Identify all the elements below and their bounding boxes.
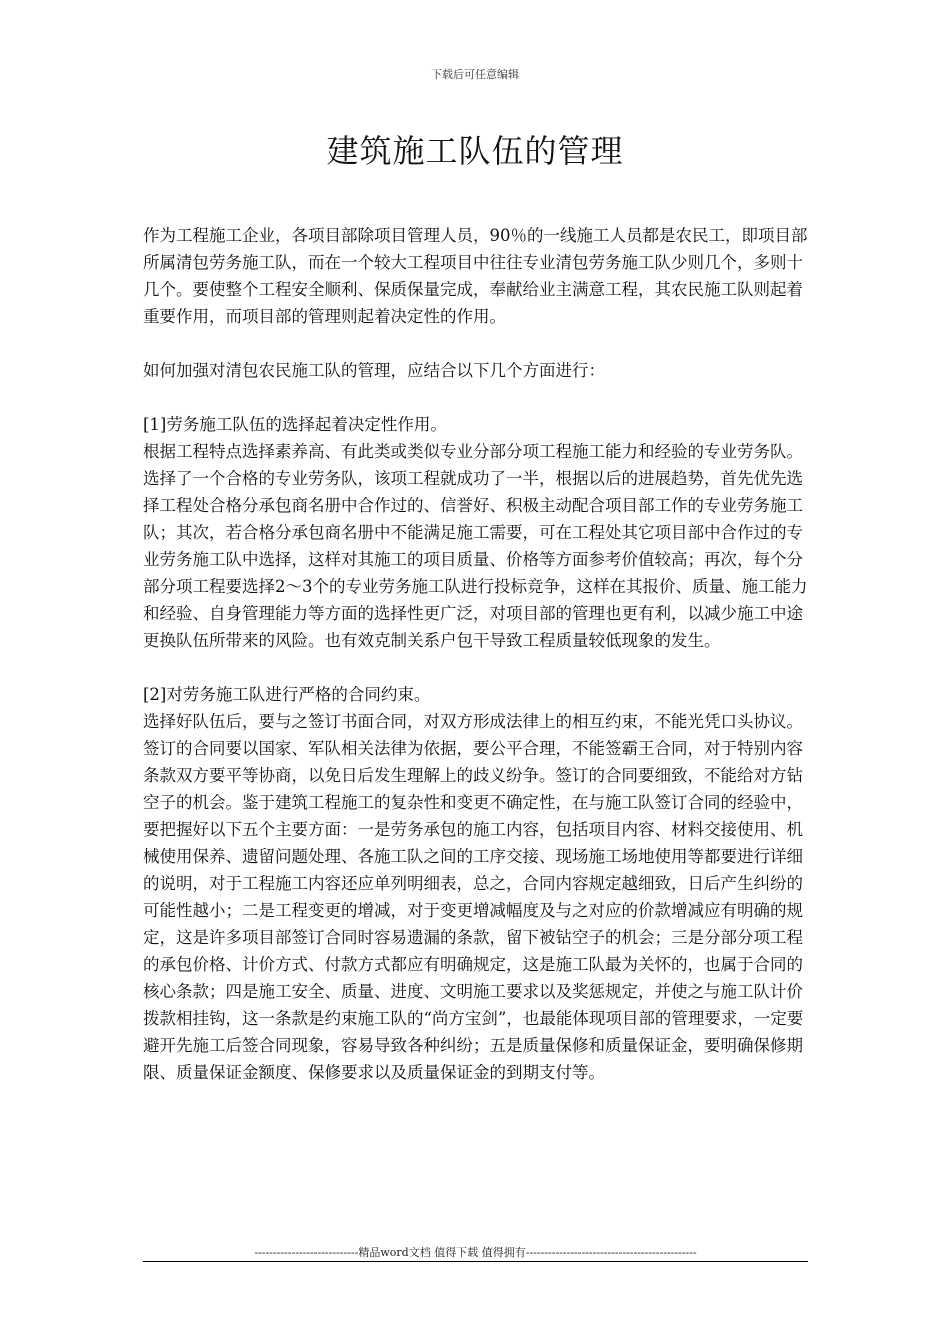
paragraph-gap [143, 384, 808, 411]
page-footer: ----------------------------精品word文档 值得下载 值得拥有---------------------------------------------- [254, 1246, 697, 1259]
footer-rule [143, 1261, 808, 1262]
page-header: 下载后可任意编辑 [431, 68, 519, 81]
paragraph-gap [143, 330, 808, 357]
paragraph-gap [143, 654, 808, 681]
section-2-body: 选择好队伍后，要与之签订书面合同，对双方形成法律上的相互约束，不能光凭口头协议。签订的合同要以国家、军队相关法律为依据，要公平合理，不能签霸王合同，对于特别内容条款双方要平等协商，以免日后发生理解上的歧义纷争。签订的合同要细致，不能给对方钻空子的机会。鉴于建筑工程施工的复杂性和变更不确定性，在与施工队签订合同的经验中，要把握好以下五个主要方面：一是劳务承包的施工内容，包括项目内容、材料交接使用、机械使用保养、遗留问题处理、各施工队之间的工序交接、现场施工场地使用等都要进行详细的说明，对于工程施工内容还应单列明细表，总之，合同内容规定越细致，日后产生纠纷的可能性越小；二是工程变更的增减，对于变更增减幅度及与之对应的价款增减应有明确的规定，这是许多项目部签订合同时容易遗漏的条款，留下被钻空子的机会；三是分部分项工程的承包价格、计价方式、付款方式都应有明确规定，这是施工队最为关怀的，也属于合同的核心条款；四是施工安全、质量、进度、文明施工要求以及奖惩规定，并使之与施工队计价拨款相挂钩，这一条款是约束施工队的“尚方宝剑”，也最能体现项目部的管理要求，一定要避开先施工后签合同现象，容易导致各种纠纷；五是质量保修和质量保证金，要明确保修期限、质量保证金额度、保修要求以及质量保证金的到期支付等。 [143, 712, 804, 1082]
document-body [143, 222, 808, 1086]
paragraph-lead: 如何加强对清包农民施工队的管理，应结合以下几个方面进行： [143, 361, 605, 380]
section-2-heading: [2]对劳务施工队进行严格的合同约束。 [143, 685, 431, 704]
paragraph-intro: 作为工程施工企业，各项目部除项目管理人员，90％的一线施工人员都是农民工，即项目部所属清包劳务施工队，而在一个较大工程项目中往往专业清包劳务施工队少则几个，多则十几个。要使整个工程安全顺利、保质保量完成，奉献给业主满意工程，其农民施工队则起着重要作用，而项目部的管理则起着决定性的作用。 [143, 226, 808, 326]
document-title: 建筑施工队伍的管理 [326, 132, 624, 170]
section-1-body: 根据工程特点选择素养高、有此类或类似专业分部分项工程施工能力和经验的专业劳务队。选择了一个合格的专业劳务队，该项工程就成功了一半，根据以后的进展趋势，首先优先选择工程处合格分承包商名册中合作过的、信誉好、积极主动配合项目部工作的专业劳务施工队；其次，若合格分承包商名册中不能满足施工需要，可在工程处其它项目部中合作过的专业劳务施工队中选择，这样对其施工的项目质量、价格等方面参考价值较高；再次，每个分部分项工程要选择2～3个的专业劳务施工队进行投标竞争，这样在其报价、质量、施工能力和经验、自身管理能力等方面的选择性更广泛，对项目部的管理也更有利，以减少施工中途更换队伍所带来的风险。也有效克制关系户包干导致工程质量较低现象的发生。 [143, 442, 808, 650]
section-1-heading: [1]劳务施工队伍的选择起着决定性作用。 [143, 415, 447, 434]
